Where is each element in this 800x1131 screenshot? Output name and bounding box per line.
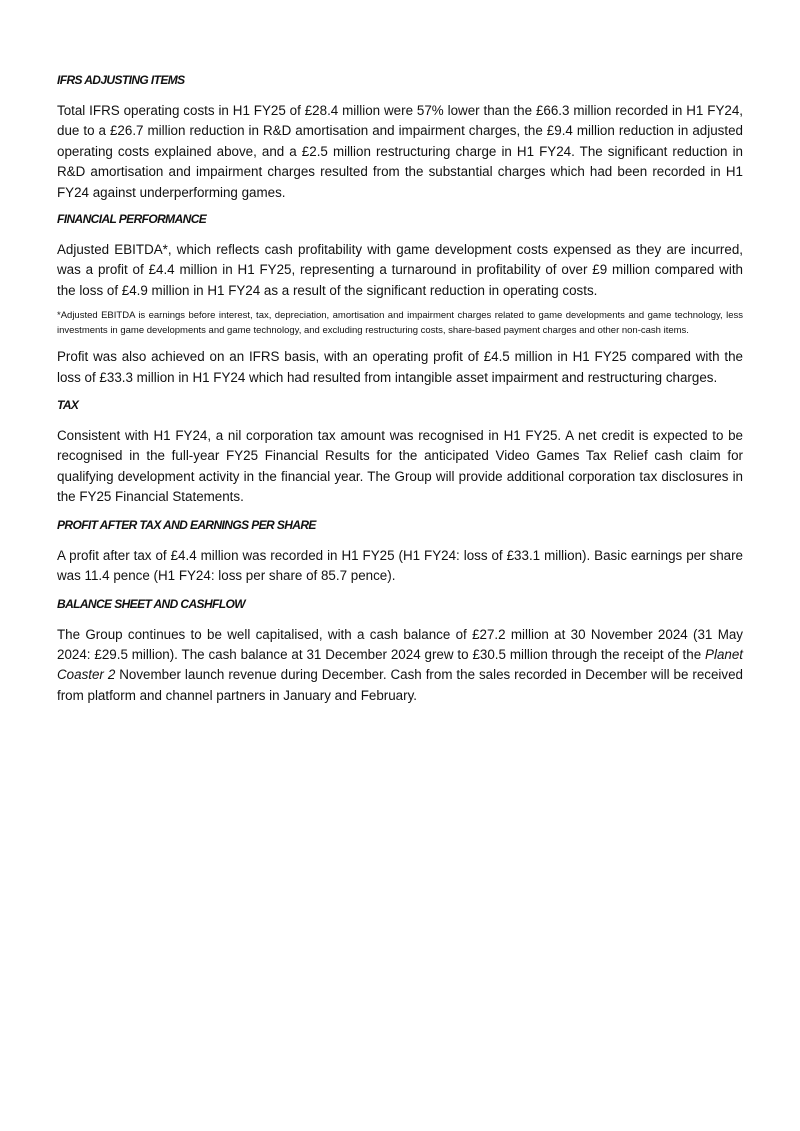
section-heading-financial-performance: FINANCIAL PERFORMANCE — [57, 212, 207, 227]
section-heading-tax: TAX — [57, 398, 79, 413]
balance-text-part2: November launch revenue during December. Cash from the sales recorded in December will be received from platform and channel partners in January and February. — [57, 667, 743, 703]
section-heading-balance-sheet: BALANCE SHEET AND CASHFLOW — [57, 596, 245, 611]
paragraph-balance-sheet — [57, 625, 743, 707]
paragraph-profit-after-tax: A profit after tax of £4.4 million was recorded in H1 FY25 (H1 FY24: loss of £33.1 million). Basic earnings per share was 11.4 pence (H1 FY24: loss per share of 85.7 pence). — [57, 547, 743, 584]
section-heading-ifrs-adjusting-items: IFRS ADJUSTING ITEMS — [57, 73, 185, 87]
document-page — [57, 72, 743, 714]
paragraph-ifrs-profit: Profit was also achieved on an IFRS basis, with an operating profit of £4.5 million in H1 FY25 compared with the loss of £33.3 million in H1 FY24 which had resulted from intangible asset impairment and restructuring charges. — [57, 349, 743, 385]
footnote-adjusted-ebitda: *Adjusted EBITDA is earnings before interest, tax, depreciation, amortisation and impairment charges related to game developments and game technology, less investments in game developments and game technology, and excluding restructuring costs, share-based payment charges and other non-cash items. — [57, 310, 743, 336]
paragraph-ifrs-adjusting-items: Total IFRS operating costs in H1 FY25 of £28.4 million were 57% lower than the £66.3 million recorded in H1 FY24, due to a £26.7 million reduction in R&D amortisation and impairment charges, the £9.4 million reduction in adjusted operating costs explained above, and a £2.5 million restructuring charge in H1 FY24. The significant reduction in R&D amortisation and impairment charges resulted from the substantial charges which had been recorded in H1 FY24 against underperforming games. — [57, 103, 743, 200]
section-heading-profit-after-tax: PROFIT AFTER TAX AND EARNINGS PER SHARE — [57, 517, 316, 532]
paragraph-adjusted-ebitda: Adjusted EBITDA*, which reflects cash profitability with game development costs expensed as they are incurred, was a profit of £4.4 million in H1 FY25, representing a turnaround in profitability of over £9 million compared with the loss of £4.9 million in H1 FY24 as a result of the significant reduction in operating costs. — [57, 242, 743, 298]
paragraph-tax: Consistent with H1 FY24, a nil corporation tax amount was recognised in H1 FY25. A net credit is expected to be recognised in the full-year FY25 Financial Results for the anticipated Video Games Tax Relief cash claim for qualifying development activity in the financial year. The Group will provide additional corporation tax disclosures in the FY25 Financial Statements. — [57, 428, 743, 505]
balance-text-part1: The Group continues to be well capitalised, with a cash balance of £27.2 million at 30 November 2024 (31 May 2024: £29.5 million). The cash balance at 31 December 2024 grew to £30.5 million through the receipt of the — [57, 626, 743, 662]
game-title-planet-coaster-2: Planet Coaster 2 — [57, 646, 743, 683]
